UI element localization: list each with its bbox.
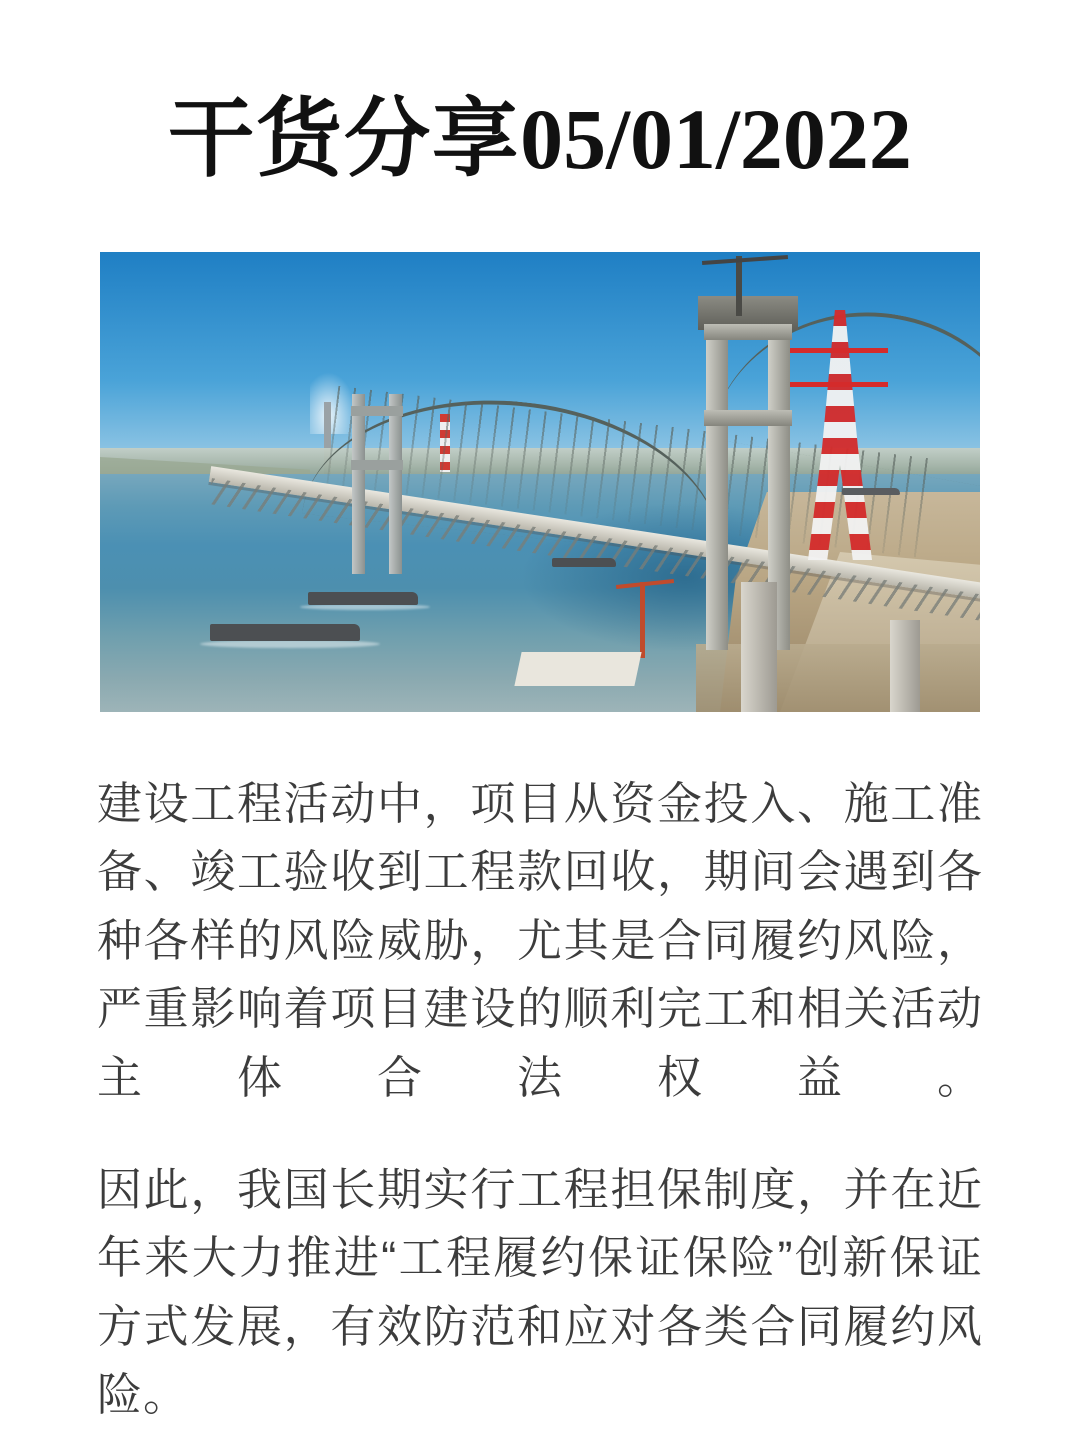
far-bridge-tower (348, 384, 406, 574)
tower-crossbeam (351, 460, 403, 470)
tower-leg (352, 394, 365, 574)
page-title-date: 05/01/2022 (520, 91, 912, 187)
page-title-cn: 干货分享 (168, 91, 521, 187)
tower-crane-jib (702, 255, 788, 265)
article-image (100, 252, 980, 712)
tower-crossbeam (704, 324, 792, 340)
cargo-boat (210, 624, 360, 641)
boat-wake (200, 640, 380, 648)
page-header (0, 0, 1080, 187)
transmission-arm (790, 348, 888, 353)
tower-crane-icon (736, 256, 742, 316)
site-building (514, 652, 641, 686)
bridge-pier (890, 620, 920, 712)
transmission-arm (790, 382, 888, 387)
paragraph-2: 因此，我国长期实行工程担保制度，并在近年来大力推进“工程履约保证保险”创新保证方式发展，有效防范和应对各类合同履约风险。 (97, 1163, 983, 1421)
bridge-photo (100, 252, 980, 712)
tower-leg (706, 320, 728, 650)
construction-site (696, 644, 980, 712)
page-title (168, 91, 912, 187)
cargo-boat (842, 488, 900, 495)
cargo-boat (308, 592, 418, 605)
bridge-pier (741, 582, 777, 712)
tower-crossbeam (351, 406, 403, 416)
cargo-boat (552, 558, 616, 567)
article-body (97, 770, 983, 1430)
tower-leg (389, 394, 402, 574)
construction-crane-icon (640, 582, 645, 658)
paragraph-1: 建设工程活动中，项目从资金投入、施工准备、竣工验收到工程款回收，期间会遇到各种各样的风险威胁，尤其是合同履约风险，严重影响着项目建设的顺利完工和相关活动主体合法权益。 (97, 778, 983, 1103)
tower-crossbeam (704, 410, 792, 426)
